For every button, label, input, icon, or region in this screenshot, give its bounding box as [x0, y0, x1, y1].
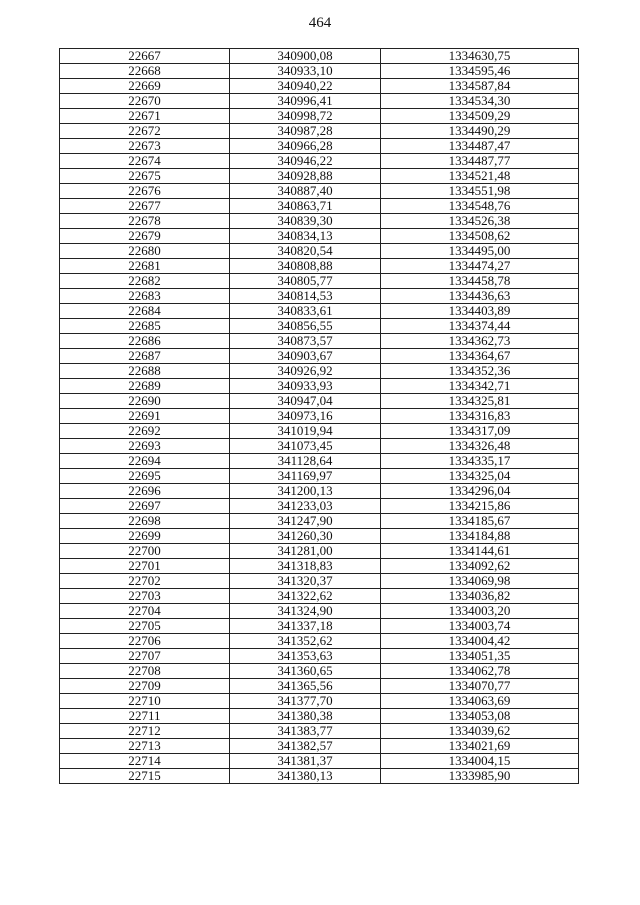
- table-row: [60, 334, 579, 349]
- x-coordinate-cell: 340987,28: [230, 124, 381, 139]
- y-coordinate-cell: 1334296,04: [381, 484, 579, 499]
- table-row: [60, 49, 579, 64]
- table-row: [60, 409, 579, 424]
- table-row: [60, 79, 579, 94]
- y-coordinate-cell: 1334325,81: [381, 394, 579, 409]
- y-coordinate-cell: 1334458,78: [381, 274, 579, 289]
- point-number-cell: 22710: [60, 694, 230, 709]
- table-row: [60, 319, 579, 334]
- point-number-cell: 22691: [60, 409, 230, 424]
- table-row: [60, 379, 579, 394]
- y-coordinate-cell: 1334362,73: [381, 334, 579, 349]
- y-coordinate-cell: 1334490,29: [381, 124, 579, 139]
- table-row: [60, 139, 579, 154]
- x-coordinate-cell: 341073,45: [230, 439, 381, 454]
- point-number-cell: 22670: [60, 94, 230, 109]
- point-number-cell: 22690: [60, 394, 230, 409]
- x-coordinate-cell: 340946,22: [230, 154, 381, 169]
- y-coordinate-cell: 1334003,74: [381, 619, 579, 634]
- x-coordinate-cell: 340873,57: [230, 334, 381, 349]
- y-coordinate-cell: 1334004,42: [381, 634, 579, 649]
- y-coordinate-cell: 1334003,20: [381, 604, 579, 619]
- x-coordinate-cell: 340933,10: [230, 64, 381, 79]
- point-number-cell: 22688: [60, 364, 230, 379]
- point-number-cell: 22679: [60, 229, 230, 244]
- point-number-cell: 22675: [60, 169, 230, 184]
- coordinates-table: [59, 48, 579, 784]
- x-coordinate-cell: 341322,62: [230, 589, 381, 604]
- point-number-cell: 22689: [60, 379, 230, 394]
- y-coordinate-cell: 1334317,09: [381, 424, 579, 439]
- table-row: [60, 349, 579, 364]
- table-row: [60, 289, 579, 304]
- point-number-cell: 22693: [60, 439, 230, 454]
- point-number-cell: 22695: [60, 469, 230, 484]
- point-number-cell: 22667: [60, 49, 230, 64]
- x-coordinate-cell: 341260,30: [230, 529, 381, 544]
- table-row: [60, 769, 579, 784]
- x-coordinate-cell: 341324,90: [230, 604, 381, 619]
- y-coordinate-cell: 1334325,04: [381, 469, 579, 484]
- point-number-cell: 22673: [60, 139, 230, 154]
- point-number-cell: 22707: [60, 649, 230, 664]
- x-coordinate-cell: 341380,13: [230, 769, 381, 784]
- point-number-cell: 22674: [60, 154, 230, 169]
- point-number-cell: 22714: [60, 754, 230, 769]
- table-row: [60, 109, 579, 124]
- x-coordinate-cell: 341320,37: [230, 574, 381, 589]
- x-coordinate-cell: 341233,03: [230, 499, 381, 514]
- y-coordinate-cell: 1334342,71: [381, 379, 579, 394]
- y-coordinate-cell: 1334508,62: [381, 229, 579, 244]
- point-number-cell: 22678: [60, 214, 230, 229]
- x-coordinate-cell: 340814,53: [230, 289, 381, 304]
- x-coordinate-cell: 341365,56: [230, 679, 381, 694]
- x-coordinate-cell: 340996,41: [230, 94, 381, 109]
- point-number-cell: 22703: [60, 589, 230, 604]
- point-number-cell: 22713: [60, 739, 230, 754]
- x-coordinate-cell: 341169,97: [230, 469, 381, 484]
- point-number-cell: 22702: [60, 574, 230, 589]
- table-row: [60, 304, 579, 319]
- point-number-cell: 22696: [60, 484, 230, 499]
- x-coordinate-cell: 340947,04: [230, 394, 381, 409]
- x-coordinate-cell: 341383,77: [230, 724, 381, 739]
- x-coordinate-cell: 340887,40: [230, 184, 381, 199]
- table-row: [60, 739, 579, 754]
- x-coordinate-cell: 341360,65: [230, 664, 381, 679]
- y-coordinate-cell: 1334534,30: [381, 94, 579, 109]
- table-row: [60, 709, 579, 724]
- x-coordinate-cell: 341281,00: [230, 544, 381, 559]
- point-number-cell: 22676: [60, 184, 230, 199]
- point-number-cell: 22680: [60, 244, 230, 259]
- table-row: [60, 64, 579, 79]
- y-coordinate-cell: 1334374,44: [381, 319, 579, 334]
- x-coordinate-cell: 340900,08: [230, 49, 381, 64]
- table-row: [60, 424, 579, 439]
- y-coordinate-cell: 1334403,89: [381, 304, 579, 319]
- table-row: [60, 754, 579, 769]
- y-coordinate-cell: 1334521,48: [381, 169, 579, 184]
- table-row: [60, 694, 579, 709]
- x-coordinate-cell: 340856,55: [230, 319, 381, 334]
- y-coordinate-cell: 1334144,61: [381, 544, 579, 559]
- y-coordinate-cell: 1334326,48: [381, 439, 579, 454]
- y-coordinate-cell: 1334053,08: [381, 709, 579, 724]
- x-coordinate-cell: 341381,37: [230, 754, 381, 769]
- point-number-cell: 22694: [60, 454, 230, 469]
- y-coordinate-cell: 1334474,27: [381, 259, 579, 274]
- y-coordinate-cell: 1334495,00: [381, 244, 579, 259]
- x-coordinate-cell: 340966,28: [230, 139, 381, 154]
- x-coordinate-cell: 340933,93: [230, 379, 381, 394]
- point-number-cell: 22700: [60, 544, 230, 559]
- point-number-cell: 22712: [60, 724, 230, 739]
- table-row: [60, 499, 579, 514]
- table-row: [60, 184, 579, 199]
- table-row: [60, 454, 579, 469]
- y-coordinate-cell: 1334587,84: [381, 79, 579, 94]
- table-row: [60, 724, 579, 739]
- table-row: [60, 154, 579, 169]
- point-number-cell: 22701: [60, 559, 230, 574]
- point-number-cell: 22677: [60, 199, 230, 214]
- x-coordinate-cell: 341377,70: [230, 694, 381, 709]
- y-coordinate-cell: 1334509,29: [381, 109, 579, 124]
- y-coordinate-cell: 1334092,62: [381, 559, 579, 574]
- y-coordinate-cell: 1334436,63: [381, 289, 579, 304]
- point-number-cell: 22685: [60, 319, 230, 334]
- point-number-cell: 22682: [60, 274, 230, 289]
- point-number-cell: 22708: [60, 664, 230, 679]
- x-coordinate-cell: 340940,22: [230, 79, 381, 94]
- x-coordinate-cell: 341337,18: [230, 619, 381, 634]
- table-row: [60, 274, 579, 289]
- x-coordinate-cell: 340839,30: [230, 214, 381, 229]
- table-row: [60, 199, 579, 214]
- x-coordinate-cell: 341128,64: [230, 454, 381, 469]
- table-row: [60, 589, 579, 604]
- table-row: [60, 229, 579, 244]
- y-coordinate-cell: 1334526,38: [381, 214, 579, 229]
- y-coordinate-cell: 1334630,75: [381, 49, 579, 64]
- table-row: [60, 664, 579, 679]
- point-number-cell: 22698: [60, 514, 230, 529]
- point-number-cell: 22686: [60, 334, 230, 349]
- point-number-cell: 22683: [60, 289, 230, 304]
- table-row: [60, 574, 579, 589]
- y-coordinate-cell: 1334070,77: [381, 679, 579, 694]
- y-coordinate-cell: 1334185,67: [381, 514, 579, 529]
- point-number-cell: 22681: [60, 259, 230, 274]
- x-coordinate-cell: 340928,88: [230, 169, 381, 184]
- y-coordinate-cell: 1334487,77: [381, 154, 579, 169]
- y-coordinate-cell: 1334551,98: [381, 184, 579, 199]
- table-row: [60, 439, 579, 454]
- table-row: [60, 214, 579, 229]
- table-row: [60, 604, 579, 619]
- y-coordinate-cell: 1334063,69: [381, 694, 579, 709]
- table-row: [60, 619, 579, 634]
- x-coordinate-cell: 340863,71: [230, 199, 381, 214]
- point-number-cell: 22684: [60, 304, 230, 319]
- y-coordinate-cell: 1333985,90: [381, 769, 579, 784]
- table-row: [60, 529, 579, 544]
- table-row: [60, 259, 579, 274]
- x-coordinate-cell: 341318,83: [230, 559, 381, 574]
- point-number-cell: 22709: [60, 679, 230, 694]
- table-row: [60, 634, 579, 649]
- table-row: [60, 484, 579, 499]
- point-number-cell: 22711: [60, 709, 230, 724]
- x-coordinate-cell: 340903,67: [230, 349, 381, 364]
- table-row: [60, 679, 579, 694]
- y-coordinate-cell: 1334036,82: [381, 589, 579, 604]
- x-coordinate-cell: 341352,62: [230, 634, 381, 649]
- x-coordinate-cell: 341019,94: [230, 424, 381, 439]
- x-coordinate-cell: 340833,61: [230, 304, 381, 319]
- x-coordinate-cell: 340820,54: [230, 244, 381, 259]
- x-coordinate-cell: 340805,77: [230, 274, 381, 289]
- y-coordinate-cell: 1334335,17: [381, 454, 579, 469]
- y-coordinate-cell: 1334316,83: [381, 409, 579, 424]
- point-number-cell: 22668: [60, 64, 230, 79]
- coordinates-table-body: [60, 49, 579, 784]
- point-number-cell: 22704: [60, 604, 230, 619]
- point-number-cell: 22697: [60, 499, 230, 514]
- table-row: [60, 244, 579, 259]
- point-number-cell: 22672: [60, 124, 230, 139]
- y-coordinate-cell: 1334062,78: [381, 664, 579, 679]
- x-coordinate-cell: 341353,63: [230, 649, 381, 664]
- x-coordinate-cell: 340808,88: [230, 259, 381, 274]
- table-row: [60, 559, 579, 574]
- y-coordinate-cell: 1334548,76: [381, 199, 579, 214]
- y-coordinate-cell: 1334487,47: [381, 139, 579, 154]
- table-row: [60, 364, 579, 379]
- x-coordinate-cell: 341382,57: [230, 739, 381, 754]
- x-coordinate-cell: 341200,13: [230, 484, 381, 499]
- y-coordinate-cell: 1334004,15: [381, 754, 579, 769]
- point-number-cell: 22705: [60, 619, 230, 634]
- y-coordinate-cell: 1334364,67: [381, 349, 579, 364]
- y-coordinate-cell: 1334039,62: [381, 724, 579, 739]
- table-row: [60, 124, 579, 139]
- y-coordinate-cell: 1334069,98: [381, 574, 579, 589]
- y-coordinate-cell: 1334595,46: [381, 64, 579, 79]
- y-coordinate-cell: 1334051,35: [381, 649, 579, 664]
- point-number-cell: 22715: [60, 769, 230, 784]
- table-row: [60, 394, 579, 409]
- point-number-cell: 22671: [60, 109, 230, 124]
- point-number-cell: 22669: [60, 79, 230, 94]
- table-row: [60, 649, 579, 664]
- x-coordinate-cell: 340998,72: [230, 109, 381, 124]
- y-coordinate-cell: 1334184,88: [381, 529, 579, 544]
- point-number-cell: 22706: [60, 634, 230, 649]
- table-row: [60, 514, 579, 529]
- x-coordinate-cell: 340973,16: [230, 409, 381, 424]
- table-row: [60, 169, 579, 184]
- point-number-cell: 22699: [60, 529, 230, 544]
- y-coordinate-cell: 1334021,69: [381, 739, 579, 754]
- x-coordinate-cell: 340926,92: [230, 364, 381, 379]
- point-number-cell: 22687: [60, 349, 230, 364]
- table-row: [60, 94, 579, 109]
- y-coordinate-cell: 1334215,86: [381, 499, 579, 514]
- y-coordinate-cell: 1334352,36: [381, 364, 579, 379]
- x-coordinate-cell: 341247,90: [230, 514, 381, 529]
- table-row: [60, 469, 579, 484]
- table-row: [60, 544, 579, 559]
- x-coordinate-cell: 341380,38: [230, 709, 381, 724]
- x-coordinate-cell: 340834,13: [230, 229, 381, 244]
- page-number: 464: [308, 15, 332, 31]
- point-number-cell: 22692: [60, 424, 230, 439]
